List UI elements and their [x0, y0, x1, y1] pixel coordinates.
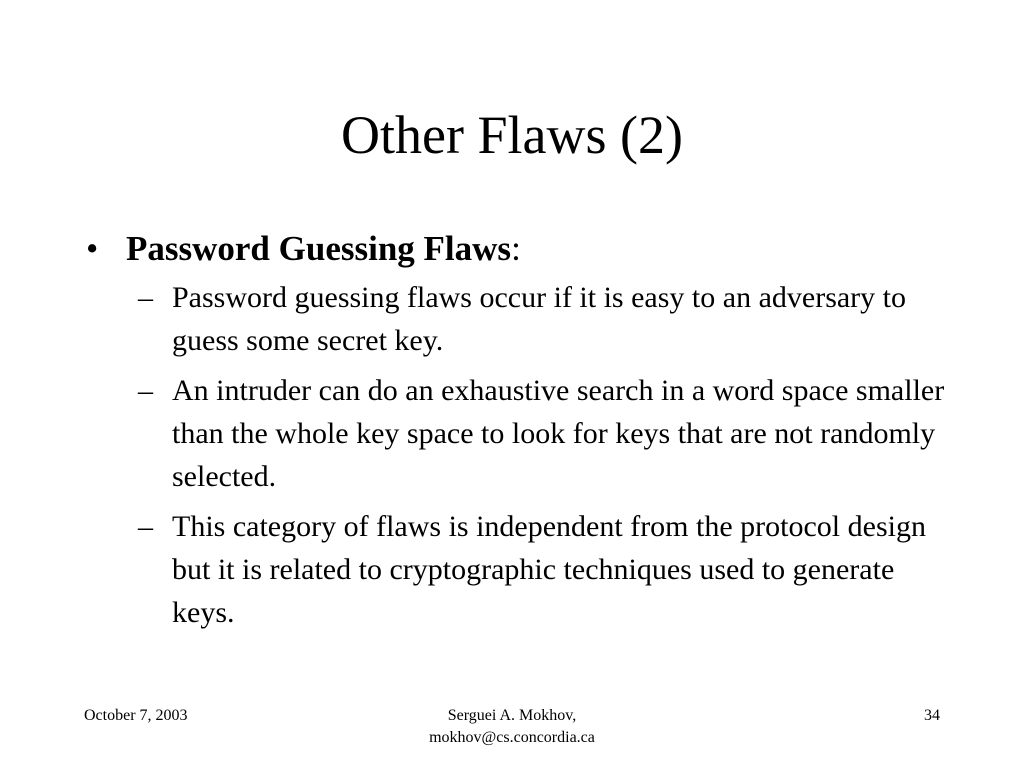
slide-content: [80, 226, 960, 641]
dash-symbol: –: [138, 281, 153, 314]
bullet-heading-suffix: :: [511, 229, 521, 268]
sub-bullet-text: An intruder can do an exhaustive search in a word space smaller than the whole key space to look for keys that are not randomly selected.: [172, 374, 945, 493]
sub-bullet-item: [80, 276, 960, 362]
footer-author-email: mokhov@cs.concordia.ca: [429, 729, 595, 746]
footer-date: October 7, 2003: [84, 707, 188, 724]
footer-author-name: Serguei A. Mokhov,: [447, 707, 577, 724]
bullet-symbol: •: [86, 229, 99, 268]
slide-title: Other Flaws (2): [341, 105, 683, 165]
sub-bullet-list: [80, 276, 960, 634]
bullet-heading: Password Guessing Flaws: [126, 229, 512, 268]
bullet-item: [80, 226, 960, 272]
sub-bullet-text: Password guessing flaws occur if it is easy to an adversary to guess some secret key.: [172, 281, 907, 357]
footer-page-number: 34: [924, 707, 940, 724]
sub-bullet-item: [80, 369, 960, 498]
dash-symbol: –: [138, 510, 153, 543]
sub-bullet-text: This category of flaws is independent from the protocol design but it is related to cryptographic techniques used to generate keys.: [172, 510, 926, 629]
footer-author: [362, 705, 662, 749]
dash-symbol: –: [138, 374, 153, 407]
sub-bullet-item: [80, 505, 960, 634]
